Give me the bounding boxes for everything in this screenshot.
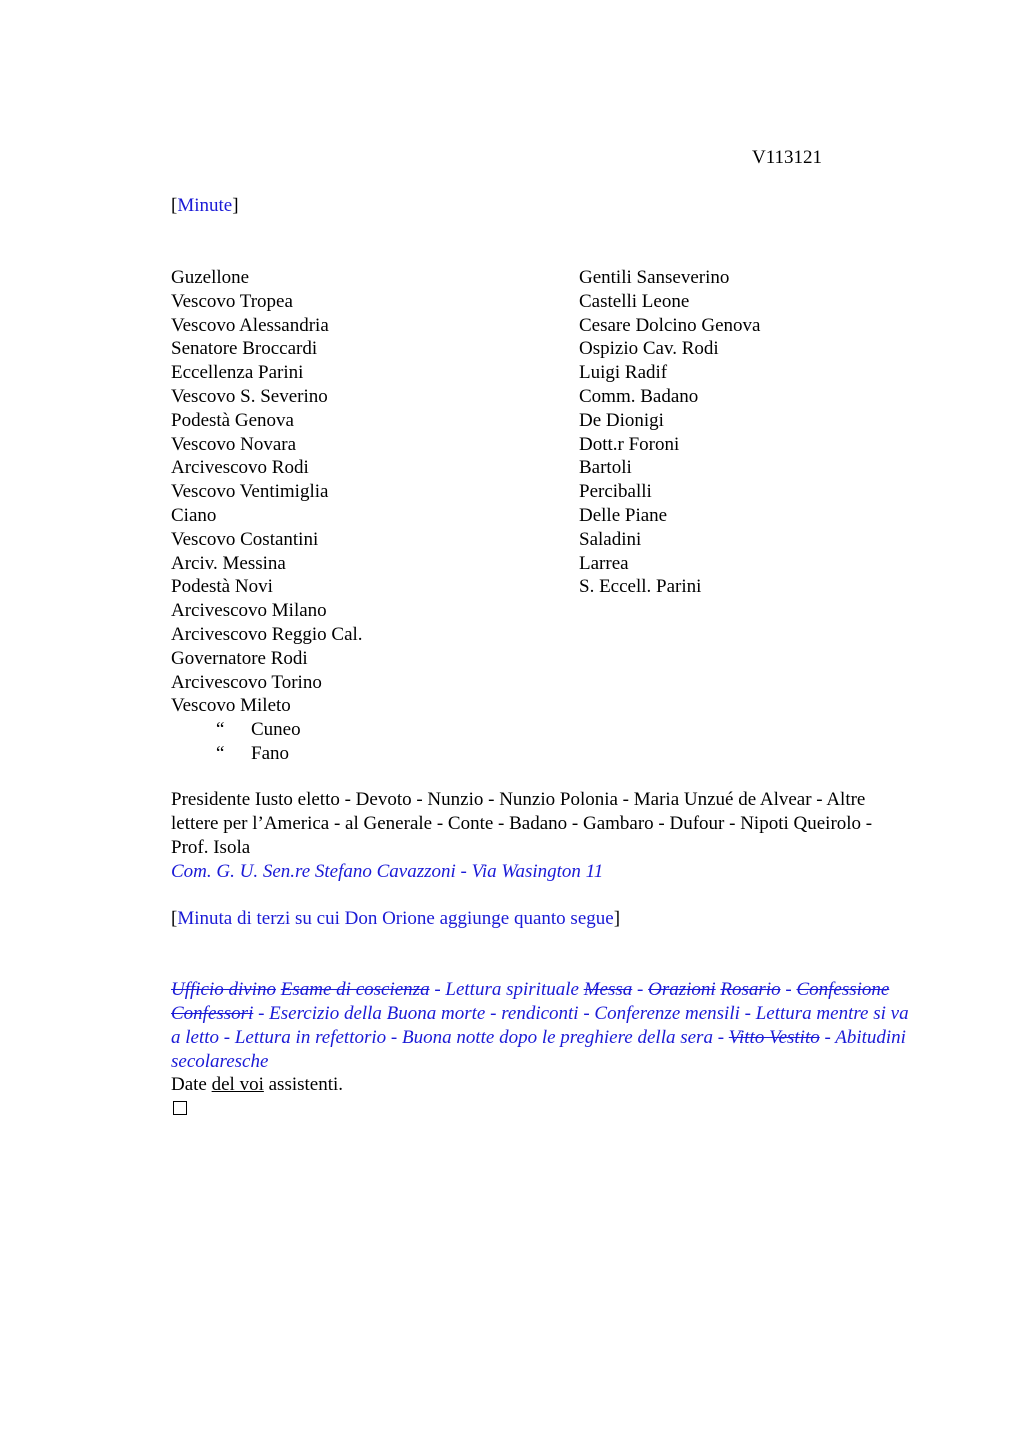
terzi-label: Minuta di terzi su cui Don Orione aggiunge quanto segue	[177, 908, 614, 929]
recipient-item: Delle Piane	[579, 504, 668, 526]
recipient-item: Ciano	[171, 504, 217, 526]
date-underlined: del voi	[211, 1074, 264, 1095]
italic-text: - Esercizio della Buona morte - rendiconti - Conferenze mensili - Lettura mentre si va a letto - Lettura in refettorio - Buona notte dopo le preghiere della sera -	[171, 1003, 909, 1048]
recipient-item: Gentili Sanseverino	[579, 267, 730, 288]
recipients-right-column	[579, 266, 761, 599]
date-after: assistenti.	[263, 1074, 344, 1095]
italic-text: -	[632, 979, 649, 1000]
struck-text: Orazioni	[648, 979, 716, 1000]
bracket-close: ]	[613, 908, 621, 929]
ditto-mark: “	[216, 719, 225, 741]
recipient-item: Vescovo Costantini	[171, 528, 319, 550]
recipient-item: Castelli Leone	[579, 290, 690, 312]
handwritten-additions	[171, 978, 921, 1074]
recipient-item: Podestà Genova	[171, 409, 294, 431]
recipients-left-column	[171, 266, 363, 766]
recipient-item: De Dionigi	[579, 409, 664, 431]
struck-text: Confessori	[171, 1003, 254, 1024]
recipient-item: Bartoli	[579, 457, 632, 479]
ditto-mark: “	[216, 742, 225, 764]
struck-text: Esame di coscienza	[280, 979, 430, 1000]
struck-text: Messa	[583, 979, 633, 1000]
ditto-row	[171, 742, 363, 766]
terzi-header	[171, 907, 620, 931]
recipient-item: Arcivescovo Reggio Cal.	[171, 623, 363, 645]
recipient-item: Saladini	[579, 528, 642, 550]
struck-text: Ufficio divino	[171, 979, 277, 1000]
recipient-item: Vescovo Mileto	[171, 695, 291, 717]
recipient-item: Vescovo Tropea	[171, 290, 293, 312]
recipient-item: Guzellone	[171, 267, 250, 288]
italic-text: - Abitudini secolaresche	[171, 1027, 906, 1072]
recipient-item: Perciballi	[579, 481, 652, 503]
recipient-item: S. Eccell. Parini	[579, 576, 702, 598]
recipient-item: Arcivescovo Milano	[171, 600, 327, 622]
recipient-item: Luigi Radif	[579, 362, 668, 384]
ditto-text: Cuneo	[251, 719, 301, 741]
ditto-row	[171, 718, 363, 742]
bracket-open: [	[171, 195, 178, 216]
recipient-item: Vescovo Ventimiglia	[171, 481, 329, 503]
document-id: V113121	[752, 147, 823, 168]
recipient-item: Governatore Rodi	[171, 647, 308, 669]
bracket-open: [	[171, 908, 178, 929]
italic-text: - Lettura spirituale	[429, 979, 584, 1000]
recipient-item: Vescovo S. Severino	[171, 385, 328, 407]
recipient-item: Arcivescovo Rodi	[171, 457, 309, 479]
date-before: Date	[171, 1074, 212, 1095]
recipient-item: Arcivescovo Torino	[171, 671, 322, 693]
date-line	[171, 1073, 343, 1097]
recipient-item: Dott.r Foroni	[579, 433, 680, 455]
struck-text: Confessione	[796, 979, 890, 1000]
recipients-paragraph: Presidente Iusto eletto - Devoto - Nunzio - Nunzio Polonia - Maria Unzué de Alvear - Altre lettere per l’America - al Generale - Conte - Badano - Gambaro - Dufour - Nipoti Queirolo - Prof. Isola	[171, 789, 873, 858]
struck-text: Vitto Vestito	[728, 1027, 820, 1048]
recipient-item: Eccellenza Parini	[171, 362, 304, 384]
address-line: Com. G. U. Sen.re Stefano Cavazzoni - Via Wasington 11	[171, 861, 604, 882]
recipient-item: Senatore Broccardi	[171, 338, 318, 360]
recipient-item: Ospizio Cav. Rodi	[579, 338, 719, 360]
recipient-item: Cesare Dolcino Genova	[579, 314, 761, 336]
recipient-item: Arciv. Messina	[171, 552, 286, 574]
recipient-item: Vescovo Alessandria	[171, 314, 329, 336]
recipient-item: Podestà Novi	[171, 576, 273, 598]
recipient-item: Larrea	[579, 552, 629, 574]
minute-header	[171, 195, 239, 217]
bracket-close: ]	[232, 195, 239, 216]
italic-text: -	[780, 979, 797, 1000]
minute-label: Minute	[177, 195, 233, 216]
recipient-item: Comm. Badano	[579, 385, 699, 407]
recipient-item: Vescovo Novara	[171, 433, 297, 455]
ditto-text: Fano	[251, 742, 289, 764]
struck-text: Rosario	[720, 979, 781, 1000]
square-symbol	[173, 1101, 187, 1115]
